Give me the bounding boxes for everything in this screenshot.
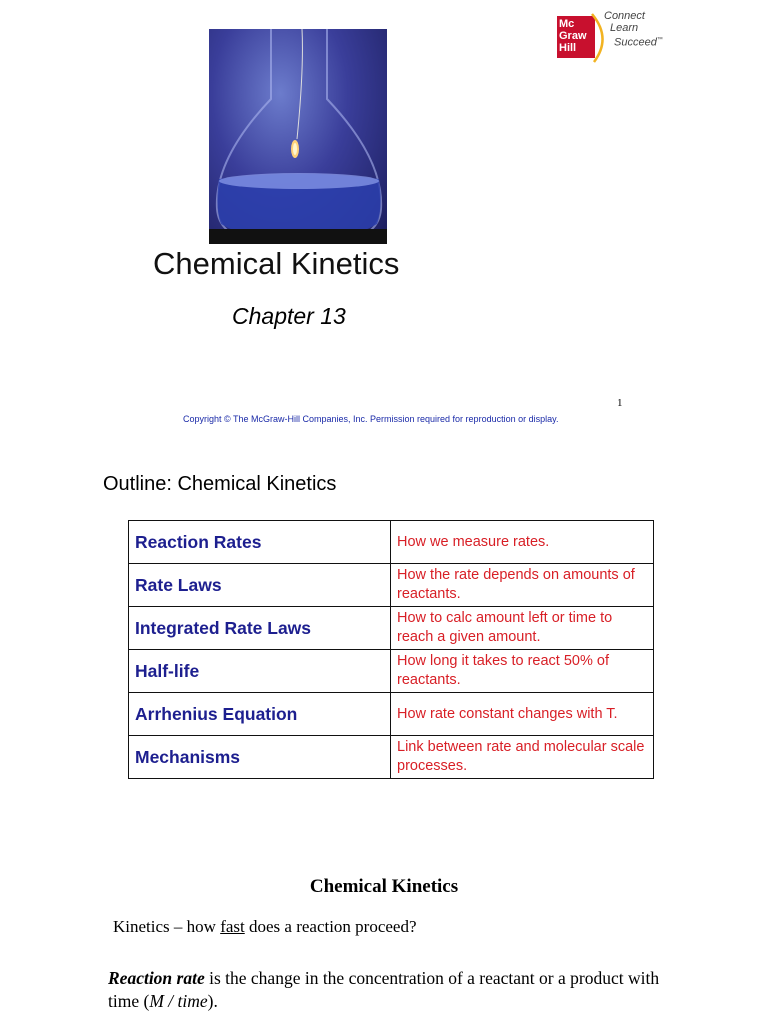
flask-photo <box>209 29 387 244</box>
text-fragment: ). <box>207 991 218 1011</box>
slide-title: Chemical Kinetics <box>153 246 400 281</box>
description-cell: How the rate depends on amounts of reactants. <box>391 564 654 607</box>
unit-expression: M / time <box>149 991 208 1011</box>
logo-line: Mc <box>559 18 575 30</box>
topic-cell: Rate Laws <box>129 564 391 607</box>
logo-tagline <box>604 10 663 49</box>
tagline-word: Learn <box>610 22 639 34</box>
tagline-word: Connect <box>604 10 645 22</box>
description-cell: How rate constant changes with T. <box>391 693 654 736</box>
topic-cell: Arrhenius Equation <box>129 693 391 736</box>
kinetics-definition <box>113 917 417 937</box>
logo-line: Graw <box>559 30 587 42</box>
emphasis-fast: fast <box>220 917 245 936</box>
topic-cell: Mechanisms <box>129 736 391 779</box>
page-number: 1 <box>617 397 623 409</box>
tagline-word: Succeed™ <box>614 36 663 49</box>
text-fragment: Kinetics – how <box>113 917 221 936</box>
reaction-rate-definition <box>108 967 668 1013</box>
description-cell: How long it takes to react 50% of reactants. <box>391 650 654 693</box>
table-row <box>129 650 654 693</box>
outline-table <box>128 520 654 779</box>
topic-cell: Integrated Rate Laws <box>129 607 391 650</box>
table-row <box>129 521 654 564</box>
description-cell: Link between rate and molecular scale processes. <box>391 736 654 779</box>
outline-heading: Outline: Chemical Kinetics <box>103 473 337 495</box>
description-cell: How we measure rates. <box>391 521 654 564</box>
topic-cell: Half-life <box>129 650 391 693</box>
text-fragment: is the change in the concentration of a reactant or a product with time ( <box>108 968 660 1011</box>
term-reaction-rate: Reaction rate <box>108 968 205 988</box>
slide-subtitle: Chapter 13 <box>232 303 346 329</box>
table-row <box>129 693 654 736</box>
section-title: Chemical Kinetics <box>309 876 459 897</box>
table-row <box>129 736 654 779</box>
topic-cell: Reaction Rates <box>129 521 391 564</box>
logo-line: Hill <box>559 42 577 54</box>
table-row <box>129 564 654 607</box>
text-fragment: does a reaction proceed? <box>244 917 417 936</box>
description-cell: How to calc amount left or time to reach a given amount. <box>391 607 654 650</box>
table-row <box>129 607 654 650</box>
copyright-notice: Copyright © The McGraw-Hill Companies, Inc. Permission required for reproduction or display. <box>183 414 559 424</box>
